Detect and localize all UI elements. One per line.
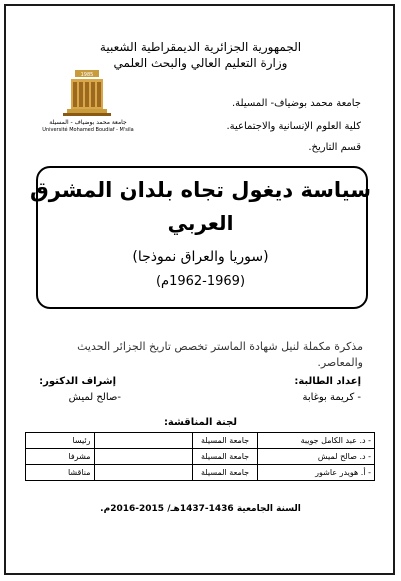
member-university: جامعة المسيلة [192, 465, 257, 481]
table-row [26, 465, 375, 481]
member-empty-cell [94, 449, 192, 465]
member-role: مشرفا [26, 449, 95, 465]
logo-caption-latin: Université Mohamed Boudiaf - M'sila [42, 127, 134, 133]
supervisor-name: -صالح لميش [68, 392, 121, 403]
student-label: إعداد الطالبة: [294, 376, 361, 387]
faculty-name: كلية العلوم الإنسانية والاجتماعية. [226, 121, 361, 132]
table-row [26, 433, 375, 449]
academic-year: السنة الجامعية 1436-1437هـ/ 2015-2016م. [100, 504, 301, 514]
committee-title: لجنة المناقشة: [163, 417, 238, 428]
memo-description-line2: والمعاصر. [317, 356, 363, 369]
thesis-title-line1: سياسة ديغول تجاه بلدان المشرق [29, 178, 372, 202]
thesis-subtitle: (سوريا والعراق نموذجا) [132, 249, 269, 265]
member-university: جامعة المسيلة [192, 433, 257, 449]
logo-year: 1985 [80, 72, 94, 78]
logo-caption-arabic: جامعة محمد بوضياف - المسيلة [49, 119, 127, 126]
ministry-heading: وزارة التعليم العالي والبحث العلمي [113, 56, 288, 70]
table-row [26, 449, 375, 465]
member-empty-cell [94, 465, 192, 481]
university-logo [57, 68, 117, 118]
memo-description-line1: مذكرة مكملة لنيل شهادة الماستر تخصص تاريخ الجزائر الحديث [77, 340, 363, 353]
university-name: جامعة محمد بوضياف- المسيلة. [231, 98, 361, 109]
member-role: مناقشا [26, 465, 95, 481]
member-university: جامعة المسيلة [192, 449, 257, 465]
member-name: - د. عبد الكامل جويبة [258, 433, 375, 449]
republic-heading: الجمهورية الجزائرية الديمقراطية الشعبية [99, 40, 302, 54]
supervisor-label: إشراف الدكتور: [39, 376, 116, 387]
thesis-title-line2: العربي [167, 211, 234, 235]
member-name: - أ. هويدر عاشور [258, 465, 375, 481]
member-role: رئيسا [26, 433, 95, 449]
committee-table [25, 432, 375, 481]
department-name: قسم التاريخ. [308, 142, 361, 153]
member-empty-cell [94, 433, 192, 449]
student-name: - كريمة بوغابة [302, 392, 361, 403]
member-name: - د. صالح لميش [258, 449, 375, 465]
thesis-period: (1962-1969م) [155, 274, 246, 289]
